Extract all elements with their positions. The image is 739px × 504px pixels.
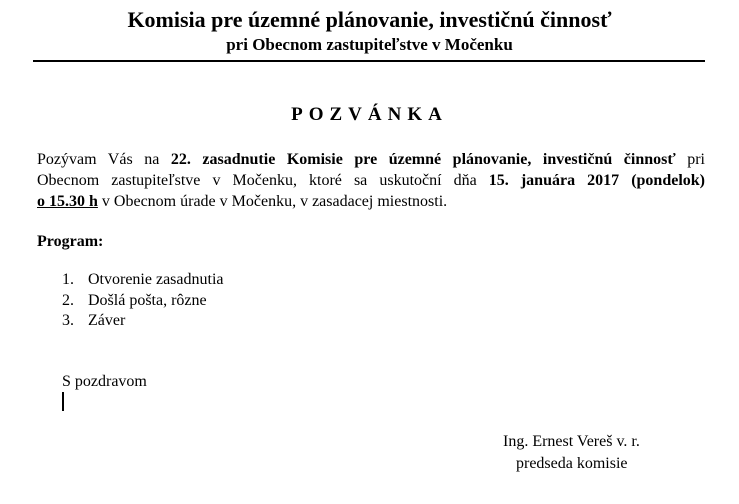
text-run: Pozývam Vás na	[37, 151, 171, 168]
paragraph-line-1	[37, 149, 705, 170]
header-committee-name: Komisia pre územné plánovanie, investičnú činnosť	[127, 7, 612, 32]
meeting-date: 15. januára 2017 (pondelok)	[488, 172, 706, 189]
list-item-text: Došlá pošta, rôzne	[88, 291, 207, 309]
header-divider	[33, 60, 705, 62]
meeting-name: 22. zasadnutie Komisie pre územné plánovanie, investičnú činnosť	[170, 151, 676, 168]
text-run: Obecnom zastupiteľstve v Močenku, ktoré sa uskutoční dňa	[37, 172, 489, 189]
program-list	[62, 270, 224, 332]
list-item-number: 1.	[62, 271, 74, 288]
list-item-number: 2.	[62, 291, 74, 309]
signature-role: predseda komisie	[516, 455, 628, 472]
paragraph-line-2	[37, 170, 705, 191]
list-item-text: Záver	[88, 312, 126, 329]
text-run: pri	[675, 151, 705, 168]
list-item	[62, 270, 224, 291]
program-label: Program:	[37, 233, 104, 250]
list-item	[62, 291, 224, 312]
invitation-paragraph	[37, 149, 705, 212]
text-run: v Obecnom úrade v Močenku, v zasadacej miestnosti.	[97, 193, 448, 210]
text-cursor[interactable]	[62, 392, 64, 411]
meeting-time: o 15.30 h	[37, 193, 98, 210]
list-item	[62, 311, 224, 332]
document-title: POZVÁNKA	[291, 104, 448, 125]
list-item-number: 3.	[62, 312, 74, 329]
greeting: S pozdravom	[62, 373, 147, 390]
signature-name: Ing. Ernest Vereš v. r.	[503, 433, 640, 450]
paragraph-line-3	[37, 191, 705, 212]
header-council-name: pri Obecnom zastupiteľstve v Močenku	[226, 35, 513, 54]
list-item-text: Otvorenie zasadnutia	[88, 271, 224, 288]
